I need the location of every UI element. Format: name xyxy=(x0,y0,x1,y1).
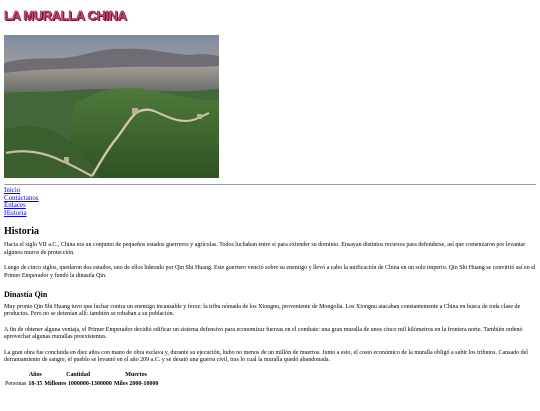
nav-link-contactanos[interactable]: Contáctanos xyxy=(4,193,39,202)
subsection-heading: Dinastía Qin xyxy=(4,290,48,299)
table-row xyxy=(4,380,159,389)
paragraph: Luego de cinco siglos, quedaron dos estados, uno de ellos liderado por Qin Shi Huang. Este guerrero venció sobre su enemigo y llevó a cabo la unificación de China en un solo imperio. Qin Shi Huang se convirtió así en el Primer Emperador y fundó la dinastía Qin. xyxy=(4,265,536,279)
page xyxy=(0,6,540,388)
table-row-header: Personas xyxy=(5,380,27,387)
table-header-cell: Cantidad xyxy=(66,372,91,379)
paragraph: A fin de obtener alguna ventaja, el Primer Emperador decidió edificar un sistema defensivo para economizar fuerzas en el combate: una gran muralla de unos cinco mil kilómetros en la frontera norte. También ordenó aprovechar algunas murallas preexistentes. xyxy=(4,326,523,341)
table-header-cell: Años xyxy=(28,372,42,379)
great-wall-photo xyxy=(4,35,219,178)
section-heading: Historia xyxy=(4,226,39,238)
paragraph: La gran obra fue concluida en diez años con mano de obra esclava y, durante su ejecución, hubo no menos de un millón de muertos. Junto a esto, el costo económico de la muralla obligó a subir los tributos. Cansado del derramamiento de sangre, el pueblo se levantó en el año 209 a.C. y se desató una guerra civil, tras lo cual la muralla quedó abandonada. xyxy=(4,349,528,364)
paragraph: Hacia el siglo VII a.C., China era un conjunto de pequeños estados guerreros y agrícolas. Todos luchaban entre sí para extender su dominio. Ensayan distintos recursos para defenderse, así que comenzaron por levantar algunos muros de protección. xyxy=(4,242,526,256)
table-header-row xyxy=(4,371,159,380)
site-title: LA MURALLA CHINA xyxy=(4,8,127,23)
table-cell: Millones 1000000-1300000 xyxy=(44,380,112,387)
table-header-cell xyxy=(4,371,27,380)
table-header-cell: Muertos xyxy=(125,372,147,379)
main-nav xyxy=(4,187,536,217)
table-cell: Miles 2000-10000 xyxy=(113,380,159,387)
table-cell: 18-35 xyxy=(28,380,43,387)
paragraph: Muy pronto Qin Shi Huang tuvo que luchar contra un enemigo incansable y feroz: la tribu nómada de los Xiongnu, proveniente de Mongolia. Los Xiongnu atacaban constantemente a China en busca de toda clase de productos. Pero no se detenían allí: también se robaban a su población. xyxy=(4,304,521,318)
data-table xyxy=(4,371,159,388)
nav-link-historia[interactable]: Historia xyxy=(4,208,27,217)
nav-link-enlaces[interactable]: Enlaces xyxy=(4,201,26,210)
header-divider xyxy=(4,184,536,185)
nav-link-inicio[interactable]: Inicio xyxy=(4,186,21,194)
